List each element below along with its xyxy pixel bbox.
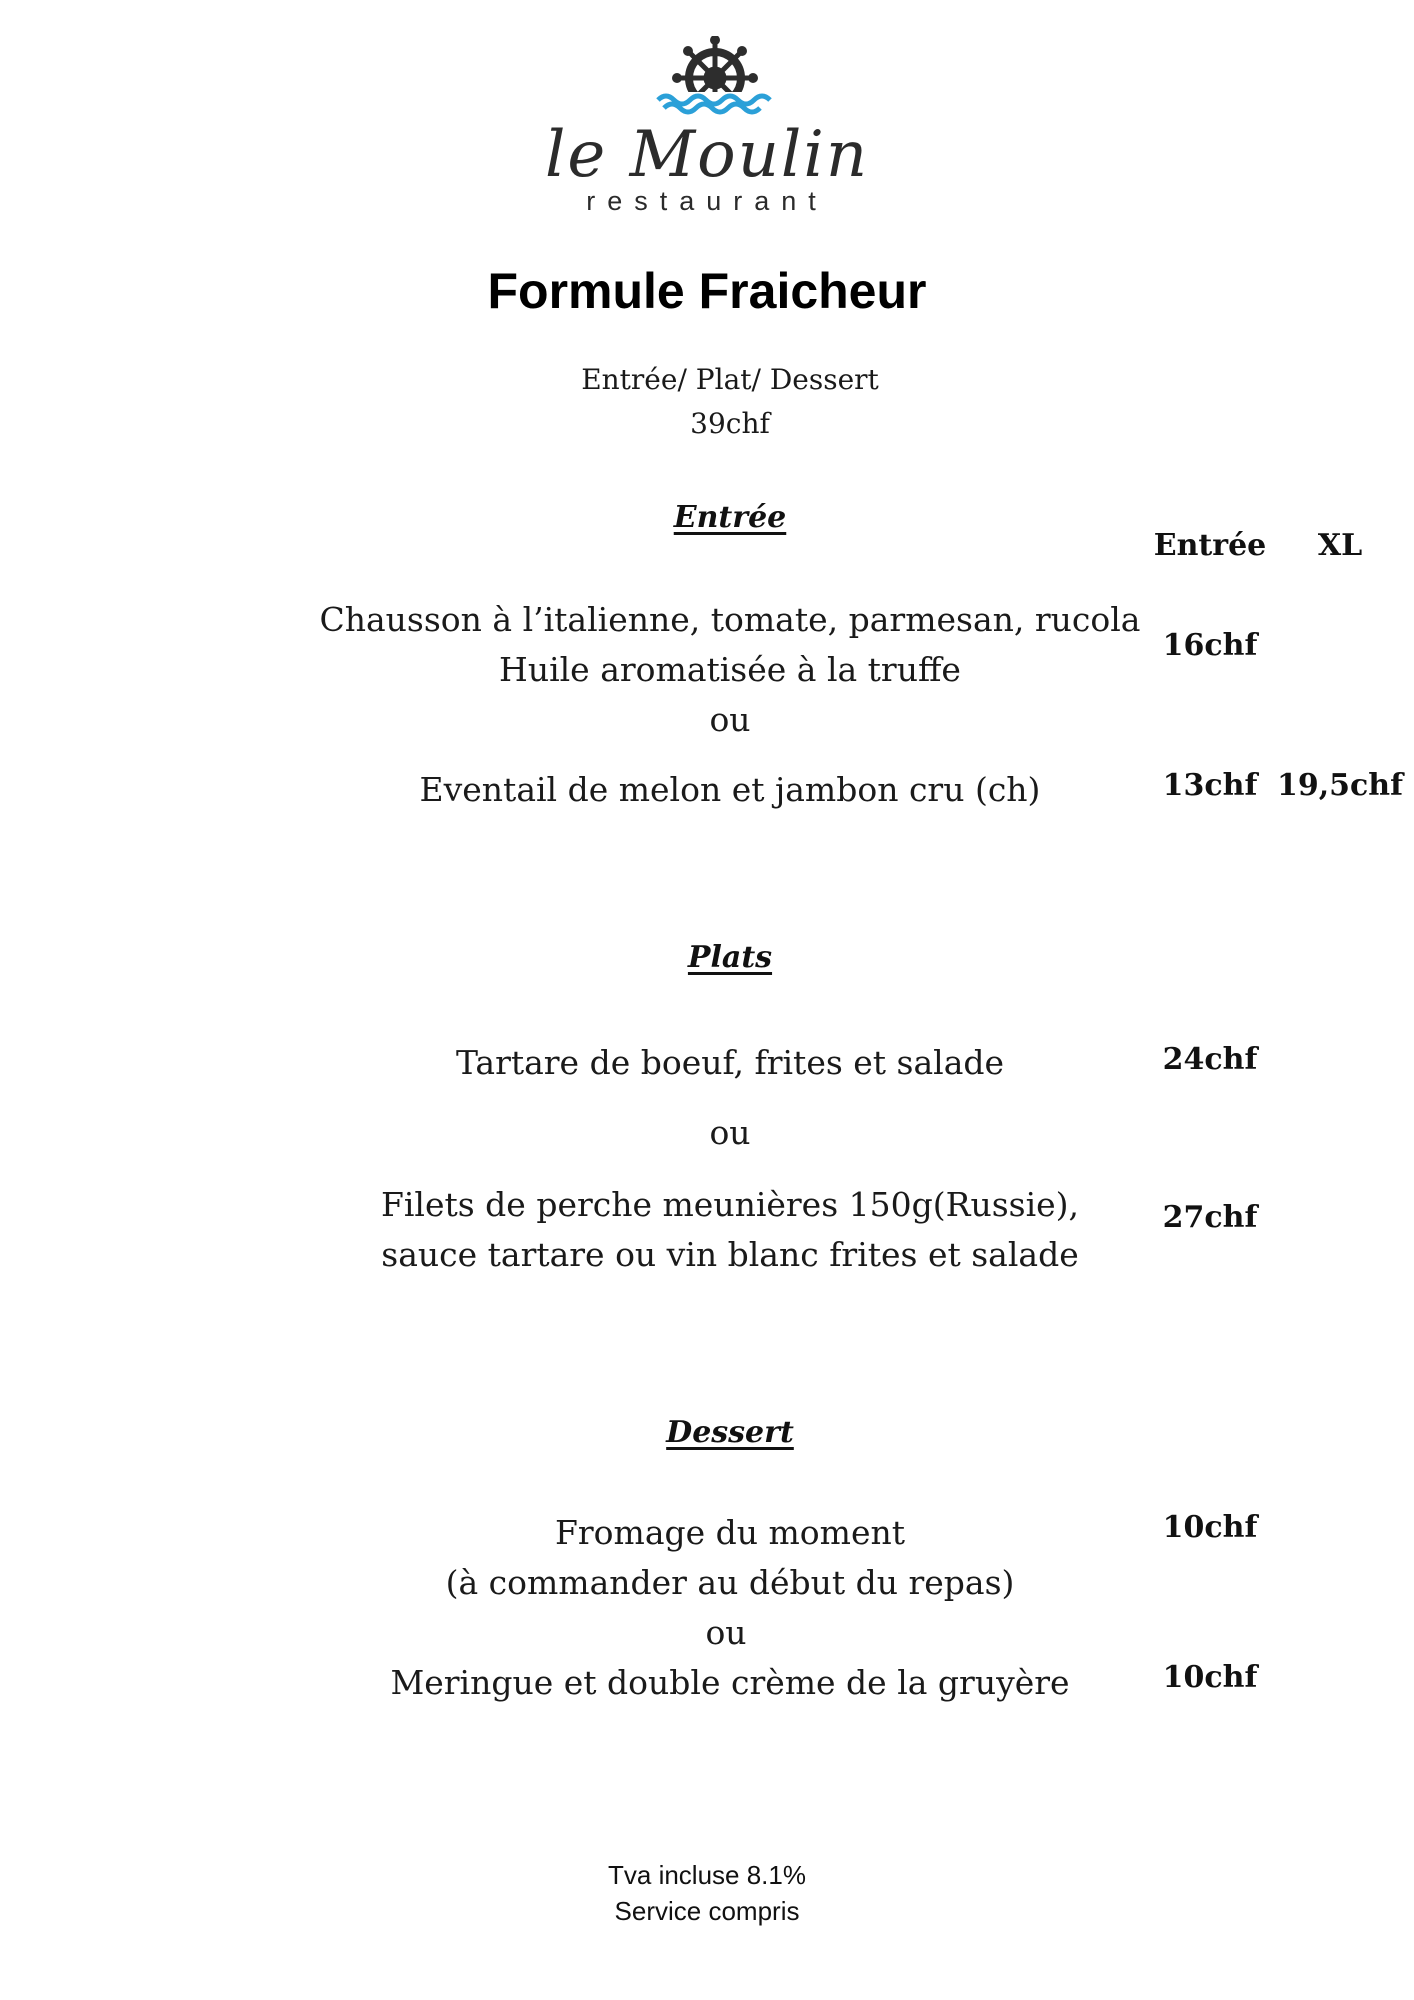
footer-service: Service compris	[614, 1896, 800, 1926]
page-title: Formule Fraicheur	[487, 263, 927, 319]
dessert-item-1-line-1: Fromage du moment	[554, 1513, 905, 1552]
dessert-item-2: Meringue et double crème de la gruyère	[390, 1663, 1070, 1702]
formula-courses: Entrée/ Plat/ Dessert	[581, 363, 879, 396]
entree-item-1-price: 16chf	[1162, 628, 1258, 663]
logo-name: le Moulin	[544, 118, 870, 192]
column-header-xl: XL	[1317, 528, 1363, 563]
plats-item-1-price: 24chf	[1162, 1042, 1258, 1077]
section-heading-dessert: Dessert	[666, 1415, 794, 1450]
plats-item-2-price: 27chf	[1162, 1200, 1258, 1235]
column-header-entree: Entrée	[1153, 528, 1267, 563]
entree-item-2-price: 13chf	[1162, 768, 1258, 803]
logo-subtitle: restaurant	[586, 186, 828, 216]
plats-item-2-line-1: Filets de perche meunières 150g(Russie),	[380, 1185, 1080, 1224]
formula-price: 39chf	[690, 407, 770, 440]
entree-item-2-price-xl: 19,5chf	[1276, 768, 1404, 803]
dessert-item-2-price: 10chf	[1162, 1660, 1258, 1695]
or-separator: ou	[709, 1113, 751, 1152]
plats-item-1: Tartare de boeuf, frites et salade	[455, 1043, 1005, 1082]
dessert-item-1-price: 10chf	[1162, 1510, 1258, 1545]
or-separator: ou	[705, 1613, 747, 1652]
dessert-item-1-line-2: (à commander au début du repas)	[445, 1563, 1015, 1602]
footer-vat: Tva incluse 8.1%	[608, 1860, 806, 1890]
section-heading-entree: Entrée	[673, 500, 787, 535]
plats-item-2-line-2: sauce tartare ou vin blanc frites et salade	[381, 1235, 1079, 1274]
section-heading-plats: Plats	[687, 940, 773, 975]
entree-item-1-line-1: Chausson à l’italienne, tomate, parmesan, rucola	[319, 600, 1141, 639]
entree-item-2: Eventail de melon et jambon cru (ch)	[419, 770, 1041, 809]
or-separator: ou	[709, 700, 751, 739]
entree-item-1-line-2: Huile aromatisée à la truffe	[499, 650, 961, 689]
ship-wheel-icon	[650, 36, 780, 118]
